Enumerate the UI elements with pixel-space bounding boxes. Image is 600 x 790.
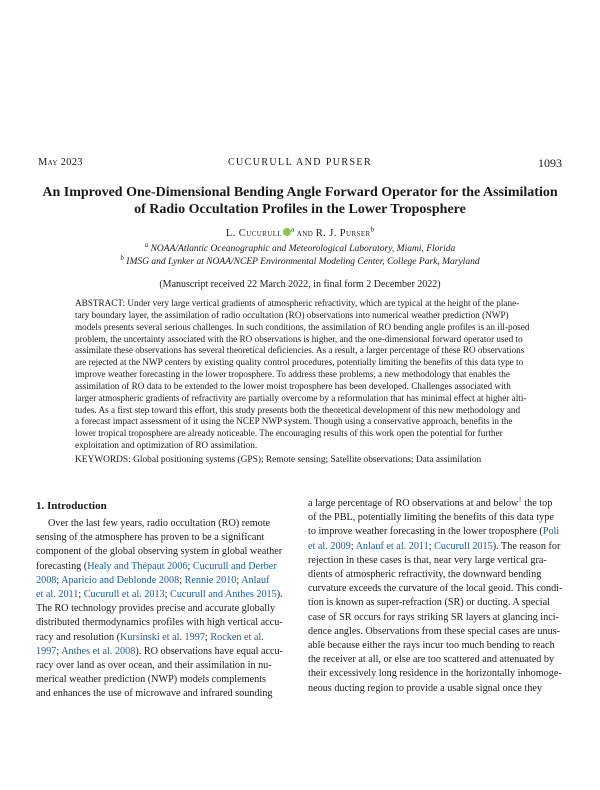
body-text: tion is known as super-refraction (SR) or ducting. A special [308,597,550,609]
abstract-line: problem, the uncertainty associated with the RO observations is higher, and the one-dimensional forward operator used to [75,333,523,344]
body-text: sensing of the atmosphere has proven to be a significant [36,532,265,544]
body-line [308,653,566,667]
body-text: racy and resolution ( [36,631,121,643]
abstract-line: a forecast impact assessment of it using the NCEP NWP system. Though using a conservative approach, benefits in the [75,416,513,427]
title-line: of Radio Occultation Profiles in the Lower Troposphere [134,202,466,217]
body-text: of the PBL, potentially limiting the benefits of this data type [308,512,554,524]
body-line [308,554,566,568]
author-name: R. J. Purser [315,228,371,239]
body-line [36,574,294,588]
citation-link[interactable]: 2008 [36,574,57,586]
citation-link[interactable]: Aparicio and Deblonde 2008 [61,574,180,586]
body-text: ; [204,631,211,643]
affiliation-marker: b [370,225,375,234]
body-text: the top [521,498,553,509]
body-line [308,582,566,596]
body-text: ; [78,589,84,601]
citation-link[interactable]: Cucurull 2015 [434,540,493,552]
citation-link[interactable]: 1997 [36,645,57,657]
citation-link[interactable]: Healy and Thépaut 2006 [87,560,188,572]
body-text: case of SR occurs for rays striking SR layers at glancing inci- [308,611,559,623]
abstract-line: exploitation and optimization of RO assimilation. [75,440,258,451]
affiliation-text: IMSG and Lynker at NOAA/NCEP Environmental Modeling Center, College Park, Maryland [126,257,480,267]
affiliation-marker: b [120,253,124,262]
body-line [36,588,294,602]
affiliation-text: NOAA/Atlantic Oceanographic and Meteorological Laboratory, Miami, Florida [150,244,456,254]
body-text: dients of atmospheric refractivity, the downward bending [308,569,542,581]
running-authors: CUCURULL AND PURSER [227,157,373,168]
body-text: ). The reason for [492,540,561,552]
body-line [308,568,566,582]
body-text: ; [179,574,185,586]
body-text: forecasting ( [36,560,88,572]
citation-link[interactable]: Anthes et al. 2008 [61,645,136,657]
right-column-text [308,497,566,696]
abstract-line: tary boundary layer, the assimilation of radio occultation (RO) observations into numerical weather prediction (NWP) [75,309,509,320]
body-text: rejection in these cases is that, near very large vertical gra- [308,554,547,566]
footnote-marker[interactable]: 1 [518,495,522,504]
manuscript-dates: (Manuscript received 22 March 2022, in final form 2 December 2022) [159,279,441,290]
abstract-line: larger atmospheric gradients of refractivity are partially overcome by a reformulation that has minimal effect at higher alti- [75,392,527,403]
body-line [36,659,294,673]
body-line [308,639,566,653]
body-text: their excessively long residence in the horizontally inhomoge- [308,668,562,680]
citation-link[interactable]: Rennie 2010 [184,574,237,586]
body-text: ; [164,589,171,601]
citation-link[interactable]: Poli [542,526,560,538]
abstract-line: lower tropical troposphere are already noticeable. The encouraging results of this work open the potential for further [75,428,503,439]
citation-link[interactable]: Cucurull and Derber [192,560,277,572]
body-line [308,497,566,511]
orcid-icon[interactable] [283,228,291,236]
body-line [36,673,294,687]
body-text: The RO technology provides precise and accurate globally [36,603,276,615]
body-text: Over the last few years, radio occultation (RO) remote [48,518,271,529]
body-line [36,531,294,545]
affiliation [0,253,600,268]
body-text: ; [187,560,193,572]
affiliation-marker: a [291,225,295,234]
body-text: ). [276,589,283,601]
body-text: and enhances the use of microwave and infrared sounding [36,688,273,700]
body-line [36,517,294,531]
body-line [308,611,566,625]
citation-link[interactable]: Cucurull and Anthes 2015 [170,589,277,601]
abstract-line: improve weather forecasting in the lower troposphere. To address these problems, a new methodology that enables the [75,369,510,380]
abstract-line: assimilation of RO data to be extended to the lower moist troposphere has been developed. Challenges associated with [75,380,511,391]
body-text: dence angles. Observations from these special cases are unus- [308,625,561,637]
body-text: ; [56,645,62,657]
bottom-fade [0,700,600,790]
body-line [36,631,294,645]
body-text: ; [236,574,242,586]
body-text: component of the global observing system in global weather [36,546,283,558]
body-text: neous ducting region to provide a usable signal once they [308,682,542,694]
left-column-text [36,517,294,702]
body-text: able because either the rays incur too much bending to reach [308,640,555,652]
byline-and: and [296,228,314,239]
body-text: racy over land as over ocean, and their assimilation in nu- [36,660,272,672]
body-text: ; [350,540,356,552]
citation-link[interactable]: Rocken et al. [210,631,264,643]
abstract-line: models presents several serious challenges. In such conditions, the assimilation of RO bending angle profiles is an ill-posed [75,321,530,332]
body-line [308,682,566,696]
body-line [308,625,566,639]
body-text: ). RO observations have equal accu- [135,645,284,657]
author-name: L. Cucurull [225,228,283,239]
page-number: 1093 [538,156,562,170]
title-line: An Improved One-Dimensional Bending Angle Forward Operator for the Assimilation [42,185,558,200]
paper-title [40,184,560,218]
running-header [38,157,562,171]
body-text: curvature exceeds the curvature of the local geoid. This condi- [308,583,563,595]
body-text: ; [56,574,62,586]
body-line [308,511,566,525]
citation-link[interactable]: Anlauf et al. 2011 [355,540,429,552]
body-line [308,540,566,554]
abstract-line: tudes. As a first step toward this effort, this study presents both the theoretical development of this new methodology and [75,404,521,415]
body-line [308,596,566,610]
body-line [308,667,566,681]
body-text: a large percentage of RO observations at and below [308,498,519,509]
abstract [75,298,530,452]
affiliation-marker: a [144,240,149,249]
body-text: distributed thermodynamics profiles with high vertical accu- [36,617,283,629]
body-text: ; [428,540,435,552]
byline [0,225,600,239]
body-line [36,602,294,616]
body-text: merical weather prediction (NWP) models complements [36,674,266,686]
body-line [36,560,294,574]
abstract-line: assimilate these observations has several theoretical deficiencies. As a result, a larger percentage of these RO observations [75,345,525,356]
body-text: the receiver at all, or else are too scattered and attenuated by [308,654,555,666]
body-line [308,525,566,539]
body-line [36,645,294,659]
issue-date: May 2023 [38,157,83,168]
citation-link[interactable]: Cucurull et al. 2013 [83,589,165,601]
keywords: KEYWORDS: Global positioning systems (GPS); Remote sensing; Satellite observations; Data assimilation [75,455,482,465]
abstract-line: ABSTRACT: Under very large vertical gradients of atmospheric refractivity, which are typical at the height of the plane- [75,298,520,308]
citation-link[interactable]: et al. 2009 [308,540,351,552]
citation-link[interactable]: Kursinski et al. 1997 [120,631,205,643]
body-line [36,545,294,559]
section-heading: 1. Introduction [36,500,107,512]
body-line [36,616,294,630]
citation-link[interactable]: et al. 2011 [36,589,79,601]
abstract-line: are rejected at the NWP centers by existing quality control procedures, potentially limiting the benefits of this data type to [75,357,524,368]
body-text: to improve weather forecasting in the lower troposphere ( [308,526,543,538]
affiliation [0,240,600,255]
citation-link[interactable]: Anlauf [241,574,270,586]
